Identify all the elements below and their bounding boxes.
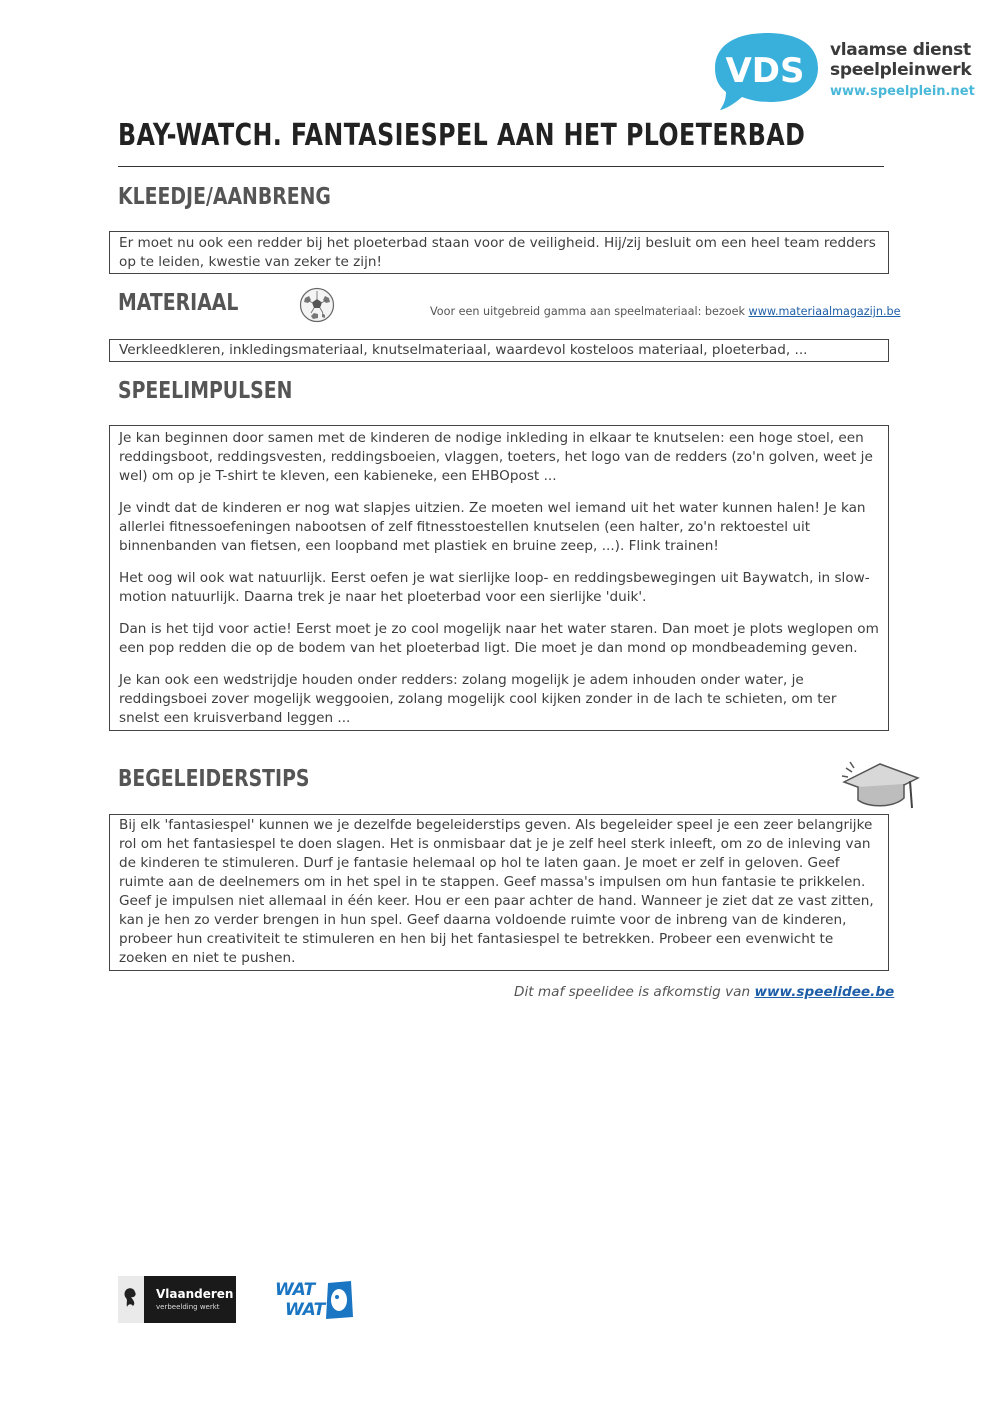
kleedje-box (109, 231, 889, 274)
vlaanderen-logo (118, 1276, 236, 1323)
svg-text:VDS: VDS (725, 51, 805, 91)
speelimpulsen-paragraph: Je kan ook een wedstrijdje houden onder redders: zolang mogelijk je adem inhouden onder water, je reddingsboei zover mogelijk weggooien, zolang mogelijk cool kijken zonder in de lach te schieten, om ter snelst een kruisverband leggen ... (119, 672, 837, 726)
vlaanderen-name: Vlaanderen (156, 1287, 234, 1301)
page-title: BAY-WATCH. FANTASIESPEL AAN HET PLOETERBAD (118, 118, 806, 153)
credit-line (514, 984, 894, 1000)
vds-url[interactable]: www.speelplein.net (830, 84, 975, 99)
speelimpulsen-box (109, 425, 889, 731)
material-note (430, 305, 901, 318)
vds-name-line2: speelpleinwerk (830, 60, 972, 80)
watwat-face-icon (323, 1279, 355, 1321)
vlaanderen-badge (144, 1276, 236, 1323)
materiaal-box (109, 339, 889, 362)
heading-begeleiderstips: BEGELEIDERSTIPS (118, 766, 310, 792)
title-divider (118, 166, 884, 167)
kleedje-text: Er moet nu ook een redder bij het ploeterbad staan voor de veiligheid. Hij/zij besluit om een heel team redders op te leiden, kwestie van zeker te zijn! (119, 235, 876, 270)
vds-logo (708, 30, 975, 116)
football-icon (299, 287, 335, 323)
vlaanderen-tagline: verbeelding werkt (156, 1303, 220, 1311)
heading-kleedje: KLEEDJE/AANBRENG (118, 184, 331, 210)
material-note-text: Voor een uitgebreid gamma aan speelmateriaal: bezoek (430, 305, 745, 318)
watwat-wordmark (275, 1280, 325, 1320)
speelidee-link[interactable]: www.speelidee.be (754, 984, 895, 1000)
lion-icon (118, 1276, 144, 1323)
materiaal-text: Verkleedkleren, inkledingsmateriaal, knutselmateriaal, waardevol kosteloos materiaal, ploeterbad, ... (119, 342, 808, 358)
watwat-line1: WAT (275, 1280, 315, 1300)
watwat-logo (273, 1277, 355, 1323)
materiaalmagazijn-link[interactable]: www.materiaalmagazijn.be (748, 305, 901, 318)
speelimpulsen-paragraph: Het oog wil ook wat natuurlijk. Eerst oefen je wat sierlijke loop- en reddingsbewegingen uit Baywatch, in slow-motion natuurlijk. Daarna trek je naar het ploeterbad voor een sierlijke 'duik'. (119, 570, 870, 605)
begeleiderstips-text: Bij elk 'fantasiespel' kunnen we je dezelfde begeleiderstips geven. Als begeleider speel je een zeer belangrijke rol om het fantasiespel te doen slagen. Het is onmisbaar dat je je zelf heel sterk inleeft, om zo de inleving van de kinderen te stimuleren. Durf je fantasie helemaal op hol te laten gaan. Je moet er zelf in geloven. Geef ruimte aan de deelnemers om in het spel in te stappen. Geef massa's impulsen om hun fantasie te prikkelen. Geef je impulsen niet allemaal in één keer. Hou er een paar achter de hand. Wanneer je ziet dat ze vast zitten, kan je hen zo verder brengen in hun spel. Geef daarna voldoende ruimte voor de inbreng van de kinderen, probeer hun creativiteit te stimuleren en hen bij het fantasiespel te betrekken. Probeer een evenwicht te zoeken en niet te pushen. (119, 817, 874, 966)
begeleiderstips-box (109, 814, 889, 971)
heading-materiaal: MATERIAAL (118, 290, 239, 316)
heading-speelimpulsen: SPEELIMPULSEN (118, 378, 293, 404)
graduation-cap-icon (838, 754, 922, 816)
vds-name-line1: vlaamse dienst (830, 40, 971, 60)
speech-bubble-icon (712, 30, 822, 112)
watwat-line2: WAT (285, 1300, 325, 1320)
speelimpulsen-paragraph: Je kan beginnen door samen met de kinderen de nodige inkleding in elkaar te knutselen: een hoge stoel, een reddingsboot, reddingsvesten, reddingsboeien, vlaggen, toeters, het logo van de redders (zo'n golven, weet je wel) om op je T-shirt te kleven, een kabieneke, een EHBOpost ... (119, 430, 873, 484)
speelimpulsen-paragraph: Dan is het tijd voor actie! Eerst moet je zo cool mogelijk naar het water staren. Dan moet je plots weglopen om een pop redden die op de bodem van het ploeterbad ligt. Die moet je dan mond op mondbeademing geven. (119, 621, 879, 656)
credit-text: Dit maf speelidee is afkomstig van (514, 984, 751, 1000)
speelimpulsen-paragraph: Je vindt dat de kinderen er nog wat slapjes uitzien. Ze moeten wel iemand uit het water kunnen halen! Je kan allerlei fitnessoefeningen nabootsen of zelf fitnesstoestellen knutselen (een halter, zo'n rektoestel uit binnenbanden van fietsen, een loopband met plastiek en bruine zeep, ...). Flink trainen! (119, 500, 866, 554)
vds-wordmark (830, 40, 975, 100)
